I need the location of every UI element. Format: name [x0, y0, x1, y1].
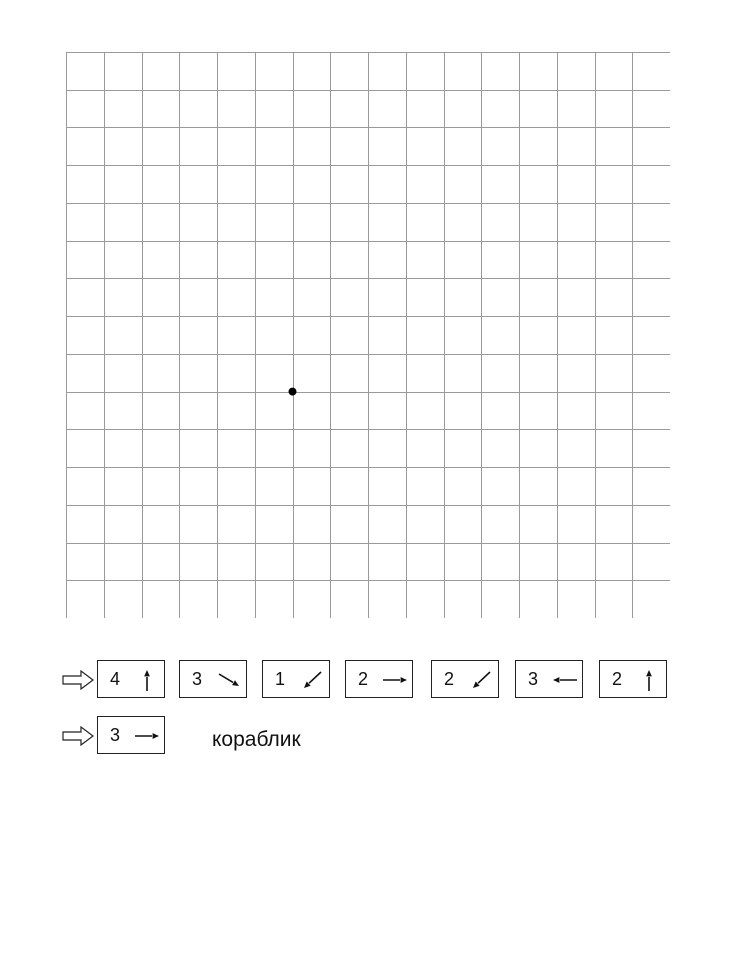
command-box [97, 716, 165, 754]
command-box [515, 660, 583, 698]
command-count: 3 [110, 725, 121, 745]
command-count: 2 [358, 669, 369, 689]
arrow-left-icon [552, 667, 578, 693]
dot-grid [66, 52, 670, 618]
command-count: 3 [528, 669, 539, 689]
command-box [431, 660, 499, 698]
command-box [345, 660, 413, 698]
command-box [179, 660, 247, 698]
command-count: 1 [275, 669, 286, 689]
arrow-right-icon [134, 723, 160, 749]
command-box [97, 660, 165, 698]
command-box [262, 660, 330, 698]
arrow-up-icon [134, 667, 160, 693]
start-point-dot [289, 388, 297, 396]
arrow-right-icon [382, 667, 408, 693]
arrow-down-right-icon [216, 667, 242, 693]
command-count: 2 [612, 669, 623, 689]
arrow-up-icon [636, 667, 662, 693]
command-count: 3 [192, 669, 203, 689]
start-arrow-icon [62, 726, 94, 746]
grid-canvas [66, 52, 670, 618]
command-box [599, 660, 667, 698]
arrow-down-left-icon [299, 667, 325, 693]
command-count: 4 [110, 669, 121, 689]
arrow-down-left-icon [468, 667, 494, 693]
caption-label: кораблик [212, 728, 301, 751]
start-arrow-icon [62, 670, 94, 690]
command-count: 2 [444, 669, 455, 689]
